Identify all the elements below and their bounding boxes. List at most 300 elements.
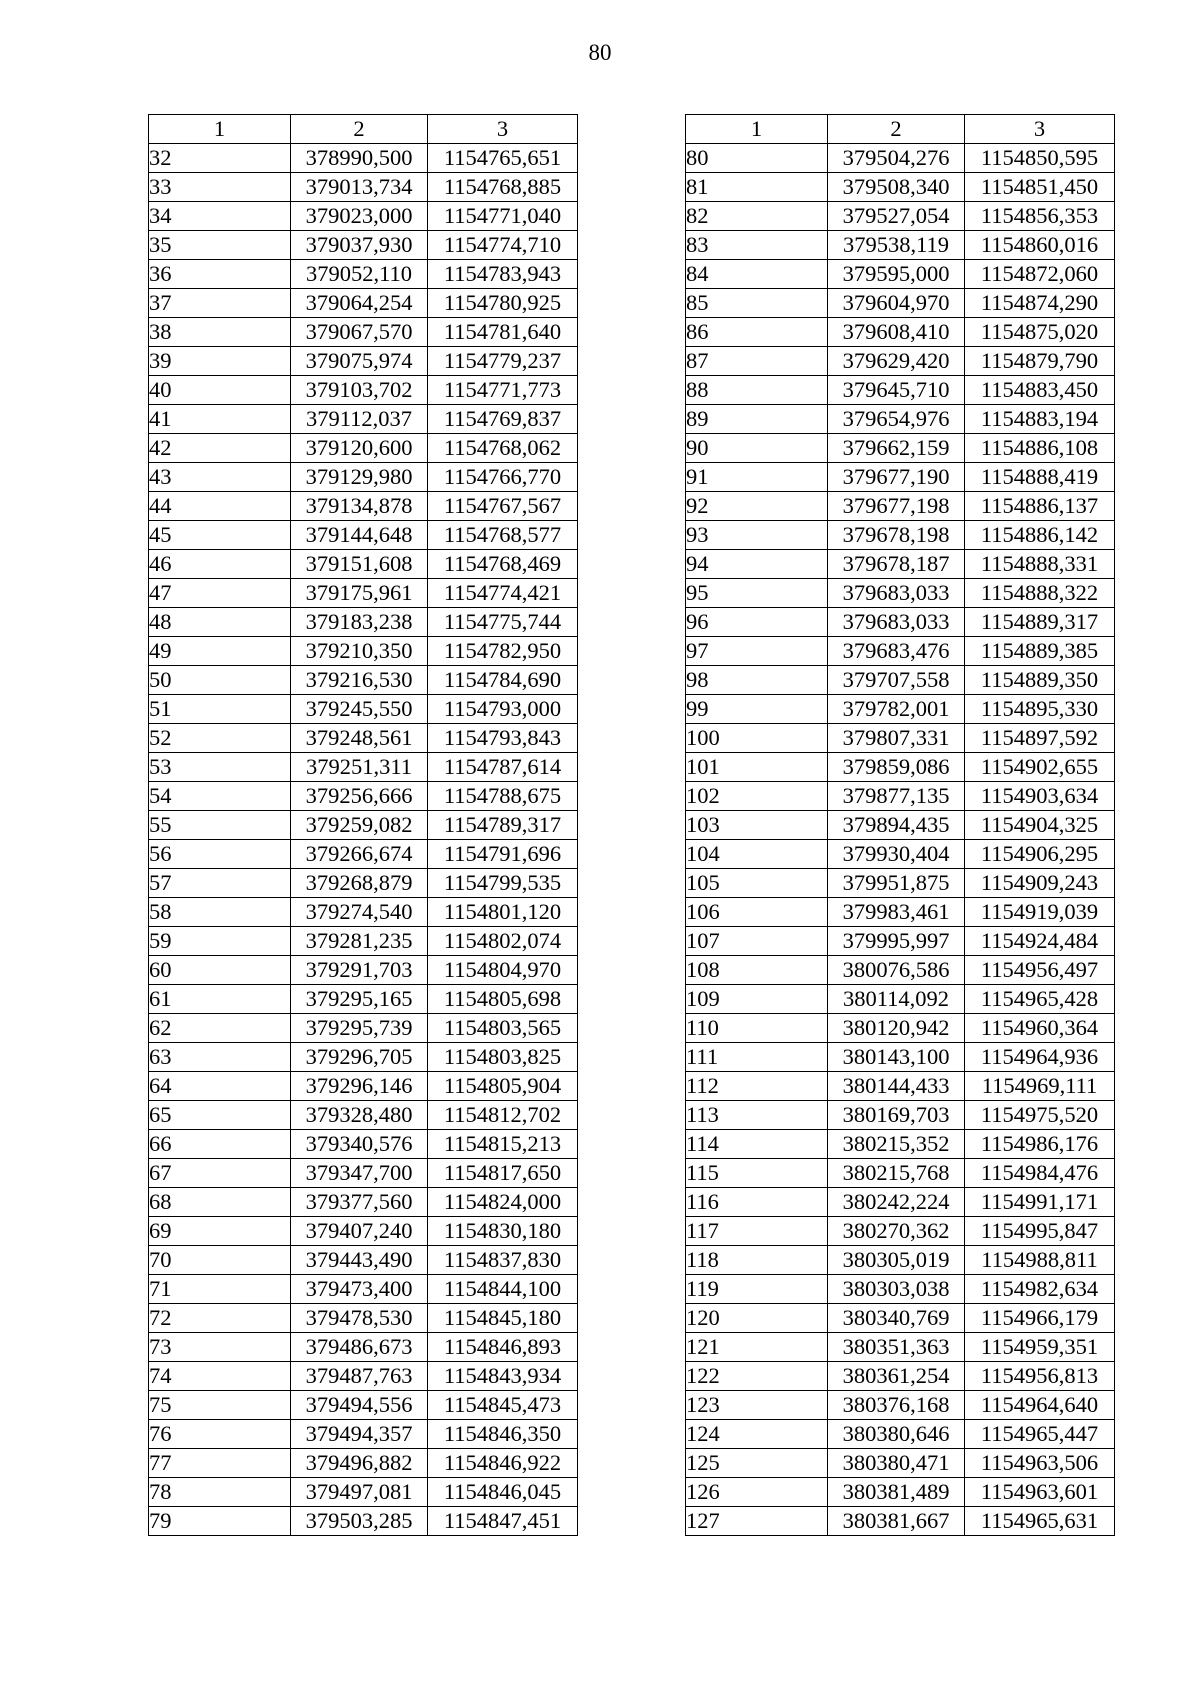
y-coordinate-cell: 1154888,419 bbox=[965, 463, 1115, 492]
y-coordinate-cell: 1154846,045 bbox=[428, 1478, 578, 1507]
x-coordinate-cell: 379677,198 bbox=[828, 492, 965, 521]
y-coordinate-cell: 1154830,180 bbox=[428, 1217, 578, 1246]
y-coordinate-cell: 1154895,330 bbox=[965, 695, 1115, 724]
table-row bbox=[149, 869, 578, 898]
y-coordinate-cell: 1154779,237 bbox=[428, 347, 578, 376]
point-number-cell: 62 bbox=[149, 1014, 291, 1043]
table-row bbox=[149, 840, 578, 869]
x-coordinate-cell: 379175,961 bbox=[291, 579, 428, 608]
y-coordinate-cell: 1154774,421 bbox=[428, 579, 578, 608]
y-coordinate-cell: 1154799,535 bbox=[428, 869, 578, 898]
x-coordinate-cell: 379129,980 bbox=[291, 463, 428, 492]
table-row bbox=[149, 1246, 578, 1275]
point-number-cell: 43 bbox=[149, 463, 291, 492]
table-row bbox=[686, 1217, 1115, 1246]
table-row bbox=[149, 811, 578, 840]
x-coordinate-cell: 380143,100 bbox=[828, 1043, 965, 1072]
y-coordinate-cell: 1154787,614 bbox=[428, 753, 578, 782]
table-row bbox=[686, 753, 1115, 782]
point-number-cell: 80 bbox=[686, 144, 828, 173]
point-number-cell: 92 bbox=[686, 492, 828, 521]
point-number-cell: 84 bbox=[686, 260, 828, 289]
table-row bbox=[149, 1362, 578, 1391]
table-row bbox=[686, 1333, 1115, 1362]
column-header: 1 bbox=[149, 115, 291, 144]
point-number-cell: 37 bbox=[149, 289, 291, 318]
point-number-cell: 127 bbox=[686, 1507, 828, 1536]
point-number-cell: 102 bbox=[686, 782, 828, 811]
table-row bbox=[149, 463, 578, 492]
table-row bbox=[686, 202, 1115, 231]
table-row bbox=[686, 173, 1115, 202]
point-number-cell: 113 bbox=[686, 1101, 828, 1130]
point-number-cell: 41 bbox=[149, 405, 291, 434]
point-number-cell: 34 bbox=[149, 202, 291, 231]
y-coordinate-cell: 1154774,710 bbox=[428, 231, 578, 260]
column-header: 3 bbox=[965, 115, 1115, 144]
x-coordinate-cell: 380340,769 bbox=[828, 1304, 965, 1333]
y-coordinate-cell: 1154767,567 bbox=[428, 492, 578, 521]
point-number-cell: 73 bbox=[149, 1333, 291, 1362]
table-row bbox=[686, 550, 1115, 579]
table-row bbox=[149, 782, 578, 811]
y-coordinate-cell: 1154768,577 bbox=[428, 521, 578, 550]
x-coordinate-cell: 379678,187 bbox=[828, 550, 965, 579]
x-coordinate-cell: 379645,710 bbox=[828, 376, 965, 405]
table-row bbox=[149, 1449, 578, 1478]
point-number-cell: 121 bbox=[686, 1333, 828, 1362]
table-row bbox=[686, 1014, 1115, 1043]
point-number-cell: 112 bbox=[686, 1072, 828, 1101]
x-coordinate-cell: 379052,110 bbox=[291, 260, 428, 289]
y-coordinate-cell: 1154845,473 bbox=[428, 1391, 578, 1420]
y-coordinate-cell: 1154883,450 bbox=[965, 376, 1115, 405]
x-coordinate-cell: 379407,240 bbox=[291, 1217, 428, 1246]
y-coordinate-cell: 1154815,213 bbox=[428, 1130, 578, 1159]
table-row bbox=[686, 869, 1115, 898]
point-number-cell: 53 bbox=[149, 753, 291, 782]
y-coordinate-cell: 1154888,322 bbox=[965, 579, 1115, 608]
y-coordinate-cell: 1154780,925 bbox=[428, 289, 578, 318]
table-row bbox=[686, 956, 1115, 985]
point-number-cell: 119 bbox=[686, 1275, 828, 1304]
point-number-cell: 75 bbox=[149, 1391, 291, 1420]
x-coordinate-cell: 379494,357 bbox=[291, 1420, 428, 1449]
column-header: 2 bbox=[291, 115, 428, 144]
x-coordinate-cell: 380114,092 bbox=[828, 985, 965, 1014]
y-coordinate-cell: 1154875,020 bbox=[965, 318, 1115, 347]
table-row bbox=[686, 347, 1115, 376]
table-row bbox=[686, 1362, 1115, 1391]
table-row bbox=[149, 521, 578, 550]
table-row bbox=[149, 260, 578, 289]
point-number-cell: 67 bbox=[149, 1159, 291, 1188]
point-number-cell: 32 bbox=[149, 144, 291, 173]
point-number-cell: 79 bbox=[149, 1507, 291, 1536]
table-row bbox=[686, 695, 1115, 724]
point-number-cell: 63 bbox=[149, 1043, 291, 1072]
table-row bbox=[686, 637, 1115, 666]
point-number-cell: 105 bbox=[686, 869, 828, 898]
point-number-cell: 107 bbox=[686, 927, 828, 956]
y-coordinate-cell: 1154889,317 bbox=[965, 608, 1115, 637]
y-coordinate-cell: 1154775,744 bbox=[428, 608, 578, 637]
y-coordinate-cell: 1154984,476 bbox=[965, 1159, 1115, 1188]
table-row bbox=[686, 985, 1115, 1014]
y-coordinate-cell: 1154803,825 bbox=[428, 1043, 578, 1072]
table-row bbox=[686, 724, 1115, 753]
point-number-cell: 110 bbox=[686, 1014, 828, 1043]
x-coordinate-cell: 380215,768 bbox=[828, 1159, 965, 1188]
table-row bbox=[149, 434, 578, 463]
point-number-cell: 85 bbox=[686, 289, 828, 318]
y-coordinate-cell: 1154771,040 bbox=[428, 202, 578, 231]
x-coordinate-cell: 379473,400 bbox=[291, 1275, 428, 1304]
x-coordinate-cell: 379662,159 bbox=[828, 434, 965, 463]
y-coordinate-cell: 1154784,690 bbox=[428, 666, 578, 695]
table-row bbox=[149, 144, 578, 173]
x-coordinate-cell: 379259,082 bbox=[291, 811, 428, 840]
x-coordinate-cell: 380242,224 bbox=[828, 1188, 965, 1217]
y-coordinate-cell: 1154765,651 bbox=[428, 144, 578, 173]
x-coordinate-cell: 379983,461 bbox=[828, 898, 965, 927]
point-number-cell: 33 bbox=[149, 173, 291, 202]
y-coordinate-cell: 1154982,634 bbox=[965, 1275, 1115, 1304]
table-row bbox=[686, 1304, 1115, 1333]
table-row bbox=[149, 608, 578, 637]
point-number-cell: 91 bbox=[686, 463, 828, 492]
x-coordinate-cell: 379210,350 bbox=[291, 637, 428, 666]
table-row bbox=[686, 521, 1115, 550]
y-coordinate-cell: 1154803,565 bbox=[428, 1014, 578, 1043]
y-coordinate-cell: 1154964,936 bbox=[965, 1043, 1115, 1072]
x-coordinate-cell: 379013,734 bbox=[291, 173, 428, 202]
point-number-cell: 42 bbox=[149, 434, 291, 463]
y-coordinate-cell: 1154788,675 bbox=[428, 782, 578, 811]
column-header: 2 bbox=[828, 115, 965, 144]
table-row bbox=[149, 1217, 578, 1246]
y-coordinate-cell: 1154789,317 bbox=[428, 811, 578, 840]
y-coordinate-cell: 1154846,350 bbox=[428, 1420, 578, 1449]
table-row bbox=[149, 1391, 578, 1420]
table-row bbox=[149, 956, 578, 985]
table-row bbox=[686, 260, 1115, 289]
y-coordinate-cell: 1154812,702 bbox=[428, 1101, 578, 1130]
x-coordinate-cell: 379538,119 bbox=[828, 231, 965, 260]
x-coordinate-cell: 379486,673 bbox=[291, 1333, 428, 1362]
x-coordinate-cell: 379629,420 bbox=[828, 347, 965, 376]
point-number-cell: 55 bbox=[149, 811, 291, 840]
point-number-cell: 95 bbox=[686, 579, 828, 608]
table-row bbox=[686, 289, 1115, 318]
y-coordinate-cell: 1154847,451 bbox=[428, 1507, 578, 1536]
y-coordinate-cell: 1154883,194 bbox=[965, 405, 1115, 434]
point-number-cell: 70 bbox=[149, 1246, 291, 1275]
y-coordinate-cell: 1154897,592 bbox=[965, 724, 1115, 753]
point-number-cell: 96 bbox=[686, 608, 828, 637]
table-row bbox=[686, 1043, 1115, 1072]
table-row bbox=[686, 579, 1115, 608]
point-number-cell: 126 bbox=[686, 1478, 828, 1507]
x-coordinate-cell: 379266,674 bbox=[291, 840, 428, 869]
x-coordinate-cell: 380381,489 bbox=[828, 1478, 965, 1507]
x-coordinate-cell: 379677,190 bbox=[828, 463, 965, 492]
x-coordinate-cell: 379064,254 bbox=[291, 289, 428, 318]
y-coordinate-cell: 1154960,364 bbox=[965, 1014, 1115, 1043]
point-number-cell: 98 bbox=[686, 666, 828, 695]
table-row bbox=[686, 1130, 1115, 1159]
y-coordinate-cell: 1154860,016 bbox=[965, 231, 1115, 260]
y-coordinate-cell: 1154959,351 bbox=[965, 1333, 1115, 1362]
table-row bbox=[149, 1101, 578, 1130]
point-number-cell: 100 bbox=[686, 724, 828, 753]
point-number-cell: 56 bbox=[149, 840, 291, 869]
y-coordinate-cell: 1154956,497 bbox=[965, 956, 1115, 985]
coordinates-table-right bbox=[685, 114, 1115, 1536]
y-coordinate-cell: 1154995,847 bbox=[965, 1217, 1115, 1246]
y-coordinate-cell: 1154889,385 bbox=[965, 637, 1115, 666]
x-coordinate-cell: 380144,433 bbox=[828, 1072, 965, 1101]
x-coordinate-cell: 379216,530 bbox=[291, 666, 428, 695]
x-coordinate-cell: 379340,576 bbox=[291, 1130, 428, 1159]
table-row bbox=[149, 202, 578, 231]
point-number-cell: 46 bbox=[149, 550, 291, 579]
table-row bbox=[149, 898, 578, 927]
x-coordinate-cell: 379782,001 bbox=[828, 695, 965, 724]
column-header: 1 bbox=[686, 115, 828, 144]
x-coordinate-cell: 379683,033 bbox=[828, 579, 965, 608]
point-number-cell: 86 bbox=[686, 318, 828, 347]
y-coordinate-cell: 1154805,698 bbox=[428, 985, 578, 1014]
point-number-cell: 109 bbox=[686, 985, 828, 1014]
point-number-cell: 61 bbox=[149, 985, 291, 1014]
table-row bbox=[686, 1101, 1115, 1130]
x-coordinate-cell: 379291,703 bbox=[291, 956, 428, 985]
y-coordinate-cell: 1154903,634 bbox=[965, 782, 1115, 811]
point-number-cell: 50 bbox=[149, 666, 291, 695]
x-coordinate-cell: 379859,086 bbox=[828, 753, 965, 782]
point-number-cell: 51 bbox=[149, 695, 291, 724]
x-coordinate-cell: 379295,165 bbox=[291, 985, 428, 1014]
x-coordinate-cell: 379144,648 bbox=[291, 521, 428, 550]
table-row bbox=[149, 1014, 578, 1043]
y-coordinate-cell: 1154886,108 bbox=[965, 434, 1115, 463]
point-number-cell: 93 bbox=[686, 521, 828, 550]
y-coordinate-cell: 1154793,000 bbox=[428, 695, 578, 724]
table-row bbox=[686, 463, 1115, 492]
x-coordinate-cell: 379807,331 bbox=[828, 724, 965, 753]
point-number-cell: 66 bbox=[149, 1130, 291, 1159]
point-number-cell: 89 bbox=[686, 405, 828, 434]
x-coordinate-cell: 379248,561 bbox=[291, 724, 428, 753]
y-coordinate-cell: 1154906,295 bbox=[965, 840, 1115, 869]
x-coordinate-cell: 379683,033 bbox=[828, 608, 965, 637]
table-row bbox=[149, 985, 578, 1014]
point-number-cell: 103 bbox=[686, 811, 828, 840]
table-row bbox=[149, 753, 578, 782]
table-row bbox=[149, 289, 578, 318]
point-number-cell: 88 bbox=[686, 376, 828, 405]
y-coordinate-cell: 1154888,331 bbox=[965, 550, 1115, 579]
table-row bbox=[686, 840, 1115, 869]
table-row bbox=[149, 927, 578, 956]
x-coordinate-cell: 379595,000 bbox=[828, 260, 965, 289]
point-number-cell: 114 bbox=[686, 1130, 828, 1159]
table-row bbox=[686, 1159, 1115, 1188]
y-coordinate-cell: 1154872,060 bbox=[965, 260, 1115, 289]
x-coordinate-cell: 379503,285 bbox=[291, 1507, 428, 1536]
point-number-cell: 39 bbox=[149, 347, 291, 376]
point-number-cell: 99 bbox=[686, 695, 828, 724]
y-coordinate-cell: 1154845,180 bbox=[428, 1304, 578, 1333]
table-header-row bbox=[149, 115, 578, 144]
y-coordinate-cell: 1154768,885 bbox=[428, 173, 578, 202]
point-number-cell: 35 bbox=[149, 231, 291, 260]
y-coordinate-cell: 1154924,484 bbox=[965, 927, 1115, 956]
y-coordinate-cell: 1154969,111 bbox=[965, 1072, 1115, 1101]
y-coordinate-cell: 1154783,943 bbox=[428, 260, 578, 289]
x-coordinate-cell: 379496,882 bbox=[291, 1449, 428, 1478]
y-coordinate-cell: 1154844,100 bbox=[428, 1275, 578, 1304]
table-row bbox=[149, 347, 578, 376]
y-coordinate-cell: 1154963,506 bbox=[965, 1449, 1115, 1478]
y-coordinate-cell: 1154793,843 bbox=[428, 724, 578, 753]
y-coordinate-cell: 1154804,970 bbox=[428, 956, 578, 985]
y-coordinate-cell: 1154781,640 bbox=[428, 318, 578, 347]
x-coordinate-cell: 379268,879 bbox=[291, 869, 428, 898]
y-coordinate-cell: 1154766,770 bbox=[428, 463, 578, 492]
x-coordinate-cell: 379347,700 bbox=[291, 1159, 428, 1188]
table-row bbox=[686, 1246, 1115, 1275]
table-row bbox=[686, 1449, 1115, 1478]
y-coordinate-cell: 1154851,450 bbox=[965, 173, 1115, 202]
point-number-cell: 115 bbox=[686, 1159, 828, 1188]
x-coordinate-cell: 379377,560 bbox=[291, 1188, 428, 1217]
point-number-cell: 77 bbox=[149, 1449, 291, 1478]
x-coordinate-cell: 379604,970 bbox=[828, 289, 965, 318]
table-row bbox=[686, 811, 1115, 840]
y-coordinate-cell: 1154975,520 bbox=[965, 1101, 1115, 1130]
table-row bbox=[686, 1275, 1115, 1304]
y-coordinate-cell: 1154956,813 bbox=[965, 1362, 1115, 1391]
point-number-cell: 36 bbox=[149, 260, 291, 289]
table-row bbox=[149, 579, 578, 608]
y-coordinate-cell: 1154771,773 bbox=[428, 376, 578, 405]
x-coordinate-cell: 379951,875 bbox=[828, 869, 965, 898]
table-row bbox=[149, 1275, 578, 1304]
point-number-cell: 101 bbox=[686, 753, 828, 782]
table-row bbox=[686, 1507, 1115, 1536]
x-coordinate-cell: 379112,037 bbox=[291, 405, 428, 434]
point-number-cell: 82 bbox=[686, 202, 828, 231]
point-number-cell: 38 bbox=[149, 318, 291, 347]
x-coordinate-cell: 379274,540 bbox=[291, 898, 428, 927]
point-number-cell: 60 bbox=[149, 956, 291, 985]
y-coordinate-cell: 1154904,325 bbox=[965, 811, 1115, 840]
y-coordinate-cell: 1154850,595 bbox=[965, 144, 1115, 173]
table-row bbox=[149, 1130, 578, 1159]
point-number-cell: 74 bbox=[149, 1362, 291, 1391]
point-number-cell: 125 bbox=[686, 1449, 828, 1478]
y-coordinate-cell: 1154846,922 bbox=[428, 1449, 578, 1478]
x-coordinate-cell: 379894,435 bbox=[828, 811, 965, 840]
table-row bbox=[149, 1043, 578, 1072]
x-coordinate-cell: 380076,586 bbox=[828, 956, 965, 985]
point-number-cell: 117 bbox=[686, 1217, 828, 1246]
table-row bbox=[686, 1072, 1115, 1101]
x-coordinate-cell: 379608,410 bbox=[828, 318, 965, 347]
x-coordinate-cell: 379683,476 bbox=[828, 637, 965, 666]
point-number-cell: 57 bbox=[149, 869, 291, 898]
table-row bbox=[149, 1072, 578, 1101]
x-coordinate-cell: 379134,878 bbox=[291, 492, 428, 521]
table-row bbox=[686, 927, 1115, 956]
x-coordinate-cell: 379494,556 bbox=[291, 1391, 428, 1420]
table-row bbox=[149, 1420, 578, 1449]
point-number-cell: 104 bbox=[686, 840, 828, 869]
x-coordinate-cell: 379707,558 bbox=[828, 666, 965, 695]
x-coordinate-cell: 380380,471 bbox=[828, 1449, 965, 1478]
table-row bbox=[149, 1304, 578, 1333]
point-number-cell: 54 bbox=[149, 782, 291, 811]
x-coordinate-cell: 379296,705 bbox=[291, 1043, 428, 1072]
point-number-cell: 47 bbox=[149, 579, 291, 608]
table-row bbox=[149, 492, 578, 521]
y-coordinate-cell: 1154846,893 bbox=[428, 1333, 578, 1362]
x-coordinate-cell: 379037,930 bbox=[291, 231, 428, 260]
x-coordinate-cell: 379497,081 bbox=[291, 1478, 428, 1507]
x-coordinate-cell: 379281,235 bbox=[291, 927, 428, 956]
point-number-cell: 71 bbox=[149, 1275, 291, 1304]
point-number-cell: 72 bbox=[149, 1304, 291, 1333]
table-header-row bbox=[686, 115, 1115, 144]
y-coordinate-cell: 1154837,830 bbox=[428, 1246, 578, 1275]
x-coordinate-cell: 379527,054 bbox=[828, 202, 965, 231]
x-coordinate-cell: 379930,404 bbox=[828, 840, 965, 869]
table-row bbox=[149, 1333, 578, 1362]
x-coordinate-cell: 379256,666 bbox=[291, 782, 428, 811]
x-coordinate-cell: 379504,276 bbox=[828, 144, 965, 173]
point-number-cell: 111 bbox=[686, 1043, 828, 1072]
y-coordinate-cell: 1154768,469 bbox=[428, 550, 578, 579]
point-number-cell: 94 bbox=[686, 550, 828, 579]
point-number-cell: 120 bbox=[686, 1304, 828, 1333]
y-coordinate-cell: 1154965,447 bbox=[965, 1420, 1115, 1449]
x-coordinate-cell: 379995,997 bbox=[828, 927, 965, 956]
y-coordinate-cell: 1154802,074 bbox=[428, 927, 578, 956]
table-row bbox=[686, 1478, 1115, 1507]
point-number-cell: 124 bbox=[686, 1420, 828, 1449]
y-coordinate-cell: 1154801,120 bbox=[428, 898, 578, 927]
x-coordinate-cell: 380270,362 bbox=[828, 1217, 965, 1246]
point-number-cell: 59 bbox=[149, 927, 291, 956]
table-row bbox=[149, 724, 578, 753]
x-coordinate-cell: 380380,646 bbox=[828, 1420, 965, 1449]
y-coordinate-cell: 1154879,790 bbox=[965, 347, 1115, 376]
y-coordinate-cell: 1154782,950 bbox=[428, 637, 578, 666]
page-number: 80 bbox=[588, 40, 612, 65]
table-row bbox=[686, 434, 1115, 463]
y-coordinate-cell: 1154966,179 bbox=[965, 1304, 1115, 1333]
x-coordinate-cell: 379678,198 bbox=[828, 521, 965, 550]
column-header: 3 bbox=[428, 115, 578, 144]
y-coordinate-cell: 1154824,000 bbox=[428, 1188, 578, 1217]
point-number-cell: 108 bbox=[686, 956, 828, 985]
table-row bbox=[149, 695, 578, 724]
x-coordinate-cell: 380376,168 bbox=[828, 1391, 965, 1420]
table-row bbox=[686, 1420, 1115, 1449]
table-row bbox=[149, 1507, 578, 1536]
